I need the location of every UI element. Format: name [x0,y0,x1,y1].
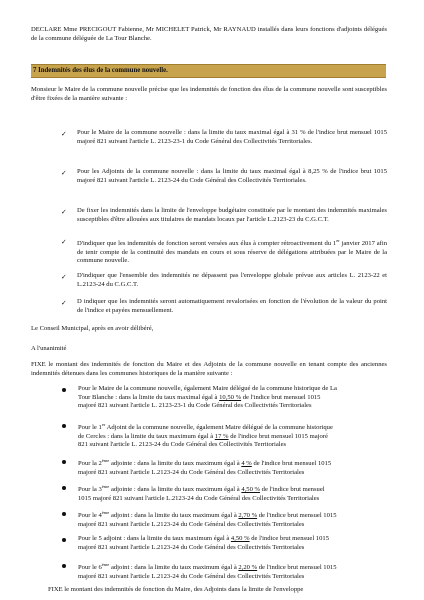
bullet-item-4 [78,483,387,503]
lead-paragraph: Monsieur le Maire de la commune nouvelle précise que les indemnités de fonction des élus de la commune nouvelle sont susceptibles d'être fixées de la manière suivante : [31,86,387,102]
bullet-icon [62,512,66,516]
bullet-3-line-1 [78,457,387,469]
bullet-2-text-cont: Adjoint de la commune nouvelle, également Maire délégué de la commune historique [105,424,333,432]
bullet-item-3 [78,457,387,477]
bullet-2-line-2 [78,433,387,442]
bullet-2-line-3: 821 suivant l'article L. 2123-24 du Code Général des Collectivités Territoriales [78,441,287,449]
bullet-1-line-2 [78,394,387,403]
bullet-1-rate: 10,50 % [219,393,242,401]
bullet-4-line-2: 1015 majoré 821 suivant l'article L.2123-24 du Code Général des Collectivités Territoriales [78,494,320,502]
bullet-2-text-3: de l'indice brut mensuel 1015 majoré [228,432,328,440]
bullet-5-rate: 2,70 % [238,512,258,520]
bullet-icon [62,460,66,464]
bullet-5-text-cont: adjoint : dans la limite du taux maximum égal à [109,512,239,520]
bullet-6-line-1 [78,535,387,544]
bullet-3-sup: ème [101,458,110,463]
council-line: Le Conseil Municipal, après en avoir délibéré, [31,325,154,332]
bullet-7-text-3: de l'indice brut mensuel 1015 [257,564,337,572]
bullet-5-text: Pour le 4 [78,512,102,520]
bullet-1-line-1: Pour le Maire de la commune nouvelle, également Maire délégué de la commune historique de La [78,385,337,392]
bullet-3-line-2: majoré 821 suivant l'article L.2123-24 du Code Général des Collectivités Territoriales [78,468,305,476]
bullet-7-rate: 2,20 % [238,564,258,572]
bullet-7-text: Pour le 6 [78,564,102,572]
bullet-item-2 [78,421,387,450]
bullet-2-line-1 [78,421,387,433]
bullet-6-text-cont: de l'indice brut mensuel 1015 [249,535,329,542]
section-title: 7 Indemnités des élus de la commune nouvelle. [33,67,168,74]
bullet-4-line-1 [78,483,387,495]
bullet-1-text: Tour Blanche : dans la limite du taux maximal égal à [78,393,220,401]
intro-paragraph: DECLARE Mme PRECIGOUT Fabienne, Mr MICHELET Patrick, Mr RAYNAUD installés dans leurs fonctions d'adjoints délégués de la commune déléguée de La Tour Blanche. [31,26,387,42]
bullet-4-rate: 4,50 % [241,486,261,494]
check-item-4 [77,237,387,266]
bullet-item-7 [78,561,387,581]
bullet-item-5 [78,509,387,529]
bullet-2-rate: 17 % [214,432,229,440]
final-paragraph: FIXE le montant des indemnités de fonction du Maire, des Adjoints dans la limite de l'enveloppe [48,586,304,593]
section-header-bar [31,64,386,78]
bullet-icon [62,388,66,392]
bullet-5-sup: ème [101,510,110,515]
checkmark-icon: ✓ [61,299,67,307]
bullet-item-6 [78,535,387,552]
bullet-icon [62,538,66,542]
check-item-4-sup: er [336,238,340,243]
bullet-6-line-2: majoré 821 suivant l'article L.2123-24 du Code Général des Collectivités Territoriales [78,543,305,551]
checkmark-icon: ✓ [61,169,67,177]
check-item-3: De fixer les indemnités dans la limite de l'enveloppe budgétaire constituée par le montant des indemnités maximales susceptibles d'être allouées aux titulaires de mandats locaux par l'article L.2123-23 du C.G.C.T. [77,207,387,223]
bullet-7-line-2: majoré 821 suivant l'article L.2123-24 du Code Général des Collectivités Territoriales [78,572,305,580]
unanimity-line: A l'unanimité [31,345,67,352]
bullet-3-rate: 4 % [241,460,252,468]
bullet-7-sup: ème [101,562,110,567]
bullet-3-text-cont: adjointe : dans la limite du taux maximum égal à [109,460,242,468]
bullet-icon [62,424,66,428]
check-item-6: D indiquer que les indemnités seront automatiquement revalorisées en fonction de l'évolution de la valeur du point de l'indice et payées mensuellement. [77,298,387,314]
check-item-1: Pour le Maire de la commune nouvelle : dans la limite du taux maximal égal à 31 % de l'indice brut mensuel 1015 majoré 821 suivant l'article L. 2123-23-1 du Code Général des Collectivités Territoriales. [77,129,387,145]
check-item-2: Pour les Adjoints de la commune nouvelle : dans la limite du taux maximal égal à 8,25 % de l'indice brut 1015 majoré 821 suivant l'article L. 2123-24 du Code Général des Collectivités Territoriales. [77,168,387,184]
bullet-5-line-2: majoré 821 suivant l'article L.2123-24 du Code Général des Collectivités Territoriales [78,520,305,528]
bullet-3-text: Pour la 2 [78,460,102,468]
bullet-icon [62,564,66,568]
bullet-7-text-cont: adjoint : dans la limite du taux maximum égal à [109,564,239,572]
bullet-icon [62,486,66,490]
check-item-5: D'indiquer que l'ensemble des indemnités ne dépassent pas l'enveloppe globale prévue aux articles L. 2123-22 et L.2123-24 du C.G.C.T. [77,272,387,288]
bullet-item-1 [78,385,387,411]
bullet-7-line-1 [78,561,387,573]
bullet-2-text: Pour le 1 [78,424,102,432]
check-item-4-text-cont: janvier 2017 afin de tenir compte de la continuité des mandats en cours et sous réserve de délégations attribuées par le Maire de la commune nouvelle. [77,240,387,265]
checkmark-icon: ✓ [61,208,67,216]
checkmark-icon: ✓ [61,238,67,246]
bullet-2-sup: er [101,422,106,427]
bullet-6-text: Pour le 5 adjoint : dans la limite du taux maximum égal à [78,535,231,542]
check-item-4-text: D'indiquer que les indemnités de fonction seront versées aux élus à compter rétroactivement du 1 [77,240,337,248]
bullet-5-line-1 [78,509,387,521]
bullet-1-text-cont: de l'indice brut mensuel 1015 [241,393,321,401]
bullet-4-sup: ème [101,484,110,489]
checkmark-icon: ✓ [61,273,67,281]
fixe-paragraph: FIXE le montant des indemnités de fonction du Maire et des Adjoints de la commune nouvelle en tenant compte des anciennes indemnités détenues dans les communes historiques de la manière suivante : [31,361,387,377]
bullet-4-text-cont: adjointe : dans la limite du taux maximum égal à [109,486,242,494]
checkmark-icon: ✓ [61,130,67,138]
bullet-2-text-2: de Cercles : dans la limite du taux maximum égal à [78,432,215,440]
bullet-1-line-3: majoré 821 suivant l'article L. 2123-23-1 du Code Général des Collectivités Territoriales [78,402,312,410]
bullet-6-rate: 4,50 % [230,535,250,542]
bullet-4-text: Pour la 3 [78,486,102,494]
bullet-5-text-3: de l'indice brut mensuel 1015 [257,512,337,520]
bullet-4-text-3: de l'indice brut mensuel [260,486,325,494]
bullet-3-text-3: de l'indice brut mensuel 1015 [251,460,332,468]
